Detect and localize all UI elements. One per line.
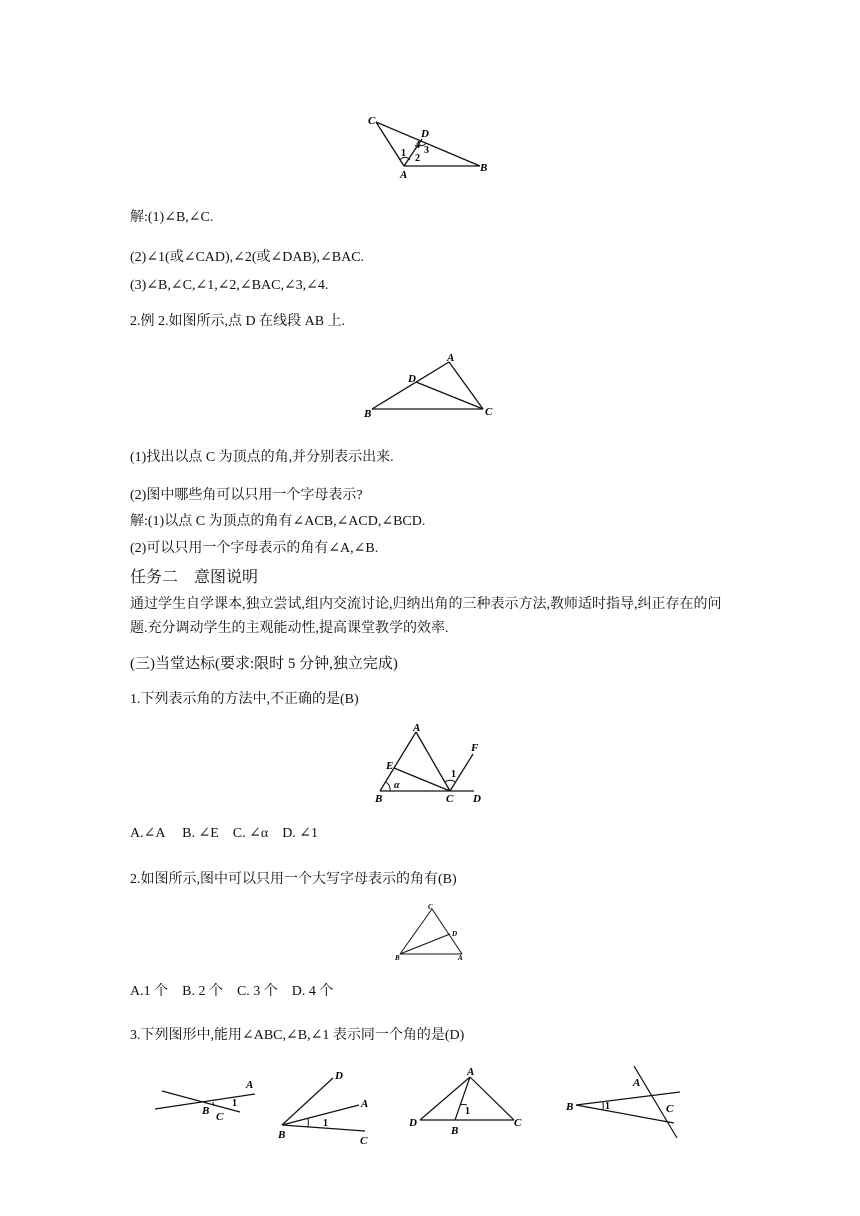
fig1-label-d: D	[421, 128, 429, 140]
fig3-label-d: D	[473, 793, 481, 805]
optC-label-c: C	[514, 1117, 522, 1129]
optC-label-a: A	[467, 1066, 475, 1078]
fig3-label-f: F	[471, 742, 479, 754]
figure-option-c	[404, 1064, 534, 1140]
problem1: 1.下列表示角的方法中,不正确的是(B)	[130, 692, 359, 707]
question1: (1)找出以点 C 为顶点的角,并分别表示出来.	[130, 450, 394, 465]
fig3-label-b: B	[375, 793, 383, 805]
figure-option-a	[150, 1072, 270, 1132]
optB-label-c: C	[360, 1135, 368, 1146]
fig2-label-d: D	[408, 373, 416, 385]
fig3-label-e: E	[386, 760, 394, 772]
optD-label-c: C	[666, 1103, 674, 1115]
optB-label-1: 1	[323, 1118, 328, 1129]
example2-title: 2.例 2.如图所示,点 D 在线段 AB 上.	[130, 314, 346, 329]
fig3-label-c: C	[446, 793, 454, 805]
figure-angles-problem1	[368, 718, 488, 808]
problem3: 3.下列图形中,能用∠ABC,∠B,∠1 表示同一个角的是(D)	[130, 1028, 465, 1043]
fig4-label-a: A	[458, 954, 463, 962]
solution1-line3: (3)∠B,∠C,∠1,∠2,∠BAC,∠3,∠4.	[130, 278, 329, 293]
fig4-label-d: D	[452, 930, 458, 938]
optA-label-1: 1	[232, 1098, 237, 1109]
optC-label-d: D	[409, 1117, 417, 1129]
optB-label-b: B	[278, 1129, 286, 1141]
optB-label-a: A	[361, 1098, 369, 1110]
fig3-label-1: 1	[451, 769, 456, 780]
task-heading: 任务二 意图说明	[130, 567, 259, 586]
question2: (2)图中哪些角可以只用一个字母表示?	[130, 488, 363, 503]
optA-label-a: A	[246, 1079, 254, 1091]
optD-label-1: 1	[605, 1101, 610, 1112]
optC-label-1: 1	[465, 1106, 470, 1117]
problem2-options: A.1 个 B. 2 个 C. 3 个 D. 4 个	[130, 984, 334, 999]
fig3-label-alpha: α	[394, 780, 400, 791]
figure-triangle-abc-with-d	[360, 108, 500, 183]
optA-label-b: B	[202, 1105, 210, 1117]
optA-label-c: C	[216, 1111, 224, 1123]
optC-label-b: B	[451, 1125, 459, 1137]
task-body: 通过学生自学课本,独立尝试,组内交流讨论,归纳出角的三种表示方法,教师适时指导,纠正存在的问题.充分调动学生的主观能动性,提高课堂教学的效率.	[130, 597, 722, 636]
fig2-label-b: B	[364, 408, 372, 420]
figure-triangle-abc-point-d	[362, 348, 502, 423]
figure-option-d	[562, 1062, 692, 1142]
optD-label-b: B	[566, 1101, 574, 1113]
fig2-label-a: A	[447, 352, 455, 364]
fig1-label-1: 1	[401, 148, 406, 159]
fig1-label-c: C	[368, 115, 376, 127]
fig1-label-2: 2	[415, 153, 420, 164]
figure-triangle-problem2	[392, 900, 472, 964]
fig4-label-b: B	[395, 954, 400, 962]
problem1-options: A.∠A B. ∠E C. ∠α D. ∠1	[130, 826, 319, 841]
solution2-line2: (2)可以只用一个字母表示的角有∠A,∠B.	[130, 541, 379, 556]
solution1-line2: (2)∠1(或∠CAD),∠2(或∠DAB),∠BAC.	[130, 250, 365, 265]
problem2: 2.如图所示,图中可以只用一个大写字母表示的角有(B)	[130, 872, 457, 887]
fig3-label-a: A	[413, 722, 421, 734]
fig1-label-b: B	[480, 162, 488, 174]
optD-label-a: A	[633, 1077, 641, 1089]
fig2-label-c: C	[485, 406, 493, 418]
section3-heading: (三)当堂达标(要求:限时 5 分钟,独立完成)	[130, 656, 398, 672]
figure-option-b	[275, 1066, 375, 1146]
fig1-label-3: 3	[424, 145, 429, 156]
fig1-label-a: A	[400, 169, 408, 181]
optB-label-d: D	[335, 1070, 343, 1082]
solution2-line1: 解:(1)以点 C 为顶点的角有∠ACB,∠ACD,∠BCD.	[130, 514, 426, 529]
fig4-label-c: C	[428, 903, 433, 911]
fig1-label-4: 4	[415, 140, 420, 151]
solution1-line1: 解:(1)∠B,∠C.	[130, 210, 214, 225]
